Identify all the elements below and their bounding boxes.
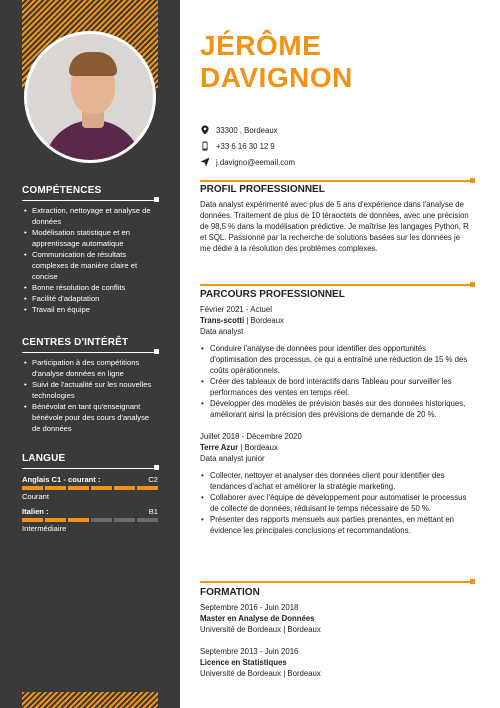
profile-title: PROFIL PROFESSIONNEL bbox=[200, 184, 325, 195]
job-bullet: • Collaborer avec l'équipe de développement pour automatiser le processus de collecte de données, réduisant le temps nécessaire de 50 %. bbox=[200, 492, 473, 514]
language-name: Italien : bbox=[22, 507, 49, 516]
job-company-line bbox=[200, 315, 473, 326]
language-code: C2 bbox=[148, 475, 158, 484]
section-divider bbox=[22, 352, 158, 353]
job-role: Data analyst junior bbox=[200, 454, 265, 463]
experience-title: PARCOURS PROFESSIONNEL bbox=[200, 289, 345, 300]
interest-item: • Suivi de l'actualité sur les nouvelles technologies bbox=[22, 379, 158, 401]
job-bullet: • Présenter des rapports mensuels aux parties prenantes, en mettant en évidence les principales conclusions et recommandations. bbox=[200, 514, 473, 536]
job-bullet: • Collecter, nettoyer et analyser des données client pour identifier des tendances d'achat et améliorer la stratégie marketing. bbox=[200, 470, 473, 492]
languages-title: LANGUE bbox=[22, 453, 66, 464]
level-segment bbox=[45, 486, 66, 490]
level-segment bbox=[68, 518, 89, 522]
job-bullet: • Créer des tableaux de bord interactifs dans Tableau pour surveiller les performances des ventes en temps réel. bbox=[200, 376, 473, 398]
skill-item: • Bonne résolution de conflits bbox=[22, 282, 158, 293]
skill-item: • Extraction, nettoyage et analyse de données bbox=[22, 205, 158, 227]
location-pin-icon bbox=[200, 125, 210, 135]
contact-block bbox=[200, 122, 295, 170]
name-last: DAVIGNON bbox=[200, 62, 353, 93]
education-dates: Septembre 2016 - Juin 2018 bbox=[200, 603, 299, 612]
job-company-line bbox=[200, 442, 473, 453]
education-entry bbox=[200, 602, 473, 635]
job-location: | Bordeaux bbox=[238, 443, 278, 452]
job-bullets bbox=[200, 470, 473, 536]
language-name: Anglais C1 - courant : bbox=[22, 475, 101, 484]
job-bullet: • Développer des modèles de prévision basés sur des données historiques, améliorant ainsi la précision des prévisions de demande de 20 %. bbox=[200, 398, 473, 420]
profile-photo bbox=[24, 31, 156, 163]
job-dates: Février 2021 - Actuel bbox=[200, 305, 272, 314]
section-rule bbox=[200, 284, 473, 286]
phone-icon bbox=[200, 141, 210, 151]
skill-item: • Facilité d'adaptation bbox=[22, 293, 158, 304]
decorative-hatch-bottom bbox=[22, 692, 158, 708]
skill-item: • Communication de résultats complexes de manière claire et concise bbox=[22, 249, 158, 282]
level-segment bbox=[22, 518, 43, 522]
jobs-list bbox=[200, 304, 473, 536]
education-school: Université de Bordeaux | Bordeaux bbox=[200, 669, 321, 678]
level-segment bbox=[137, 518, 158, 522]
education-entry bbox=[200, 646, 473, 679]
job-dates: Juillet 2018 - Décembre 2020 bbox=[200, 432, 302, 441]
level-segment bbox=[91, 486, 112, 490]
level-segment bbox=[45, 518, 66, 522]
interest-item: • Participation à des compétitions d'analyse données en ligne bbox=[22, 357, 158, 379]
language-code: B1 bbox=[148, 507, 158, 516]
skills-section bbox=[22, 185, 158, 315]
skills-list bbox=[22, 205, 158, 315]
language-row bbox=[22, 507, 158, 516]
language-level-bar bbox=[22, 486, 158, 490]
job-entry bbox=[200, 431, 473, 536]
phone-text[interactable]: +33 6 16 30 12 9 bbox=[216, 141, 275, 151]
education-section bbox=[200, 587, 473, 679]
section-rule bbox=[200, 581, 473, 583]
interests-section bbox=[22, 337, 158, 434]
section-divider bbox=[22, 200, 158, 201]
job-role: Data analyst bbox=[200, 327, 244, 336]
skill-item: • Travail en équipe bbox=[22, 304, 158, 315]
skills-title: COMPÉTENCES bbox=[22, 185, 102, 196]
education-dates: Septembre 2013 - Juin 2016 bbox=[200, 647, 299, 656]
language-level: Intermédiaire bbox=[22, 524, 67, 533]
interests-title: CENTRES D'INTÉRÊT bbox=[22, 337, 129, 348]
level-segment bbox=[114, 486, 135, 490]
interests-list bbox=[22, 357, 158, 434]
address-text: 33300 , Bordeaux bbox=[216, 125, 278, 135]
job-entry bbox=[200, 304, 473, 420]
contact-phone bbox=[200, 138, 295, 154]
section-rule bbox=[200, 180, 473, 182]
job-bullets bbox=[200, 343, 473, 420]
language-level-bar bbox=[22, 518, 158, 522]
job-company: Trans-scotti bbox=[200, 316, 245, 325]
experience-section bbox=[200, 289, 473, 536]
skill-item: • Modélisation statistique et en apprentissage automatique bbox=[22, 227, 158, 249]
job-company: Terre Azur bbox=[200, 443, 239, 452]
education-school: Université de Bordeaux | Bordeaux bbox=[200, 625, 321, 634]
languages-list bbox=[22, 475, 158, 533]
job-location: | Bordeaux bbox=[244, 316, 284, 325]
language-row bbox=[22, 475, 158, 484]
profile-section bbox=[200, 184, 473, 254]
education-title: FORMATION bbox=[200, 587, 260, 598]
send-icon bbox=[200, 157, 210, 167]
job-bullet: • Conduire l'analyse de données pour identifier des opportunités d'optimisation des processus, ce qui a entraîné une réduction de 15 % des coûts opérationnels. bbox=[200, 343, 473, 376]
level-segment bbox=[68, 486, 89, 490]
education-degree: Licence en Statistiques bbox=[200, 658, 287, 667]
email-link[interactable]: j.davigno@eemail.com bbox=[216, 157, 295, 167]
interest-item: • Bénévolat en tant qu'enseignant bénévole pour des cours d'analyse de données bbox=[22, 401, 158, 434]
languages-section bbox=[22, 453, 158, 533]
contact-address bbox=[200, 122, 295, 138]
section-divider bbox=[22, 468, 158, 469]
education-list bbox=[200, 602, 473, 679]
level-segment bbox=[137, 486, 158, 490]
level-segment bbox=[91, 518, 112, 522]
level-segment bbox=[22, 486, 43, 490]
profile-text: Data analyst expérimenté avec plus de 5 ans d'expérience dans l'analyse de données. Traitement de plus de 10 téraoctets de données, avec une précision de 98,5 % dans la modélisation prédictive. Je maîtrise les langages Python, R et SQL. Passionné par la recherche de solutions basées sur les données je me dédie à la résolution des problèmes complexes. bbox=[200, 200, 469, 253]
language-level: Courant bbox=[22, 492, 50, 501]
sidebar bbox=[0, 0, 180, 708]
contact-email bbox=[200, 154, 295, 170]
name-first: JÉRÔME bbox=[200, 30, 322, 61]
level-segment bbox=[114, 518, 135, 522]
education-degree: Master en Analyse de Données bbox=[200, 614, 315, 623]
candidate-name bbox=[200, 30, 353, 94]
